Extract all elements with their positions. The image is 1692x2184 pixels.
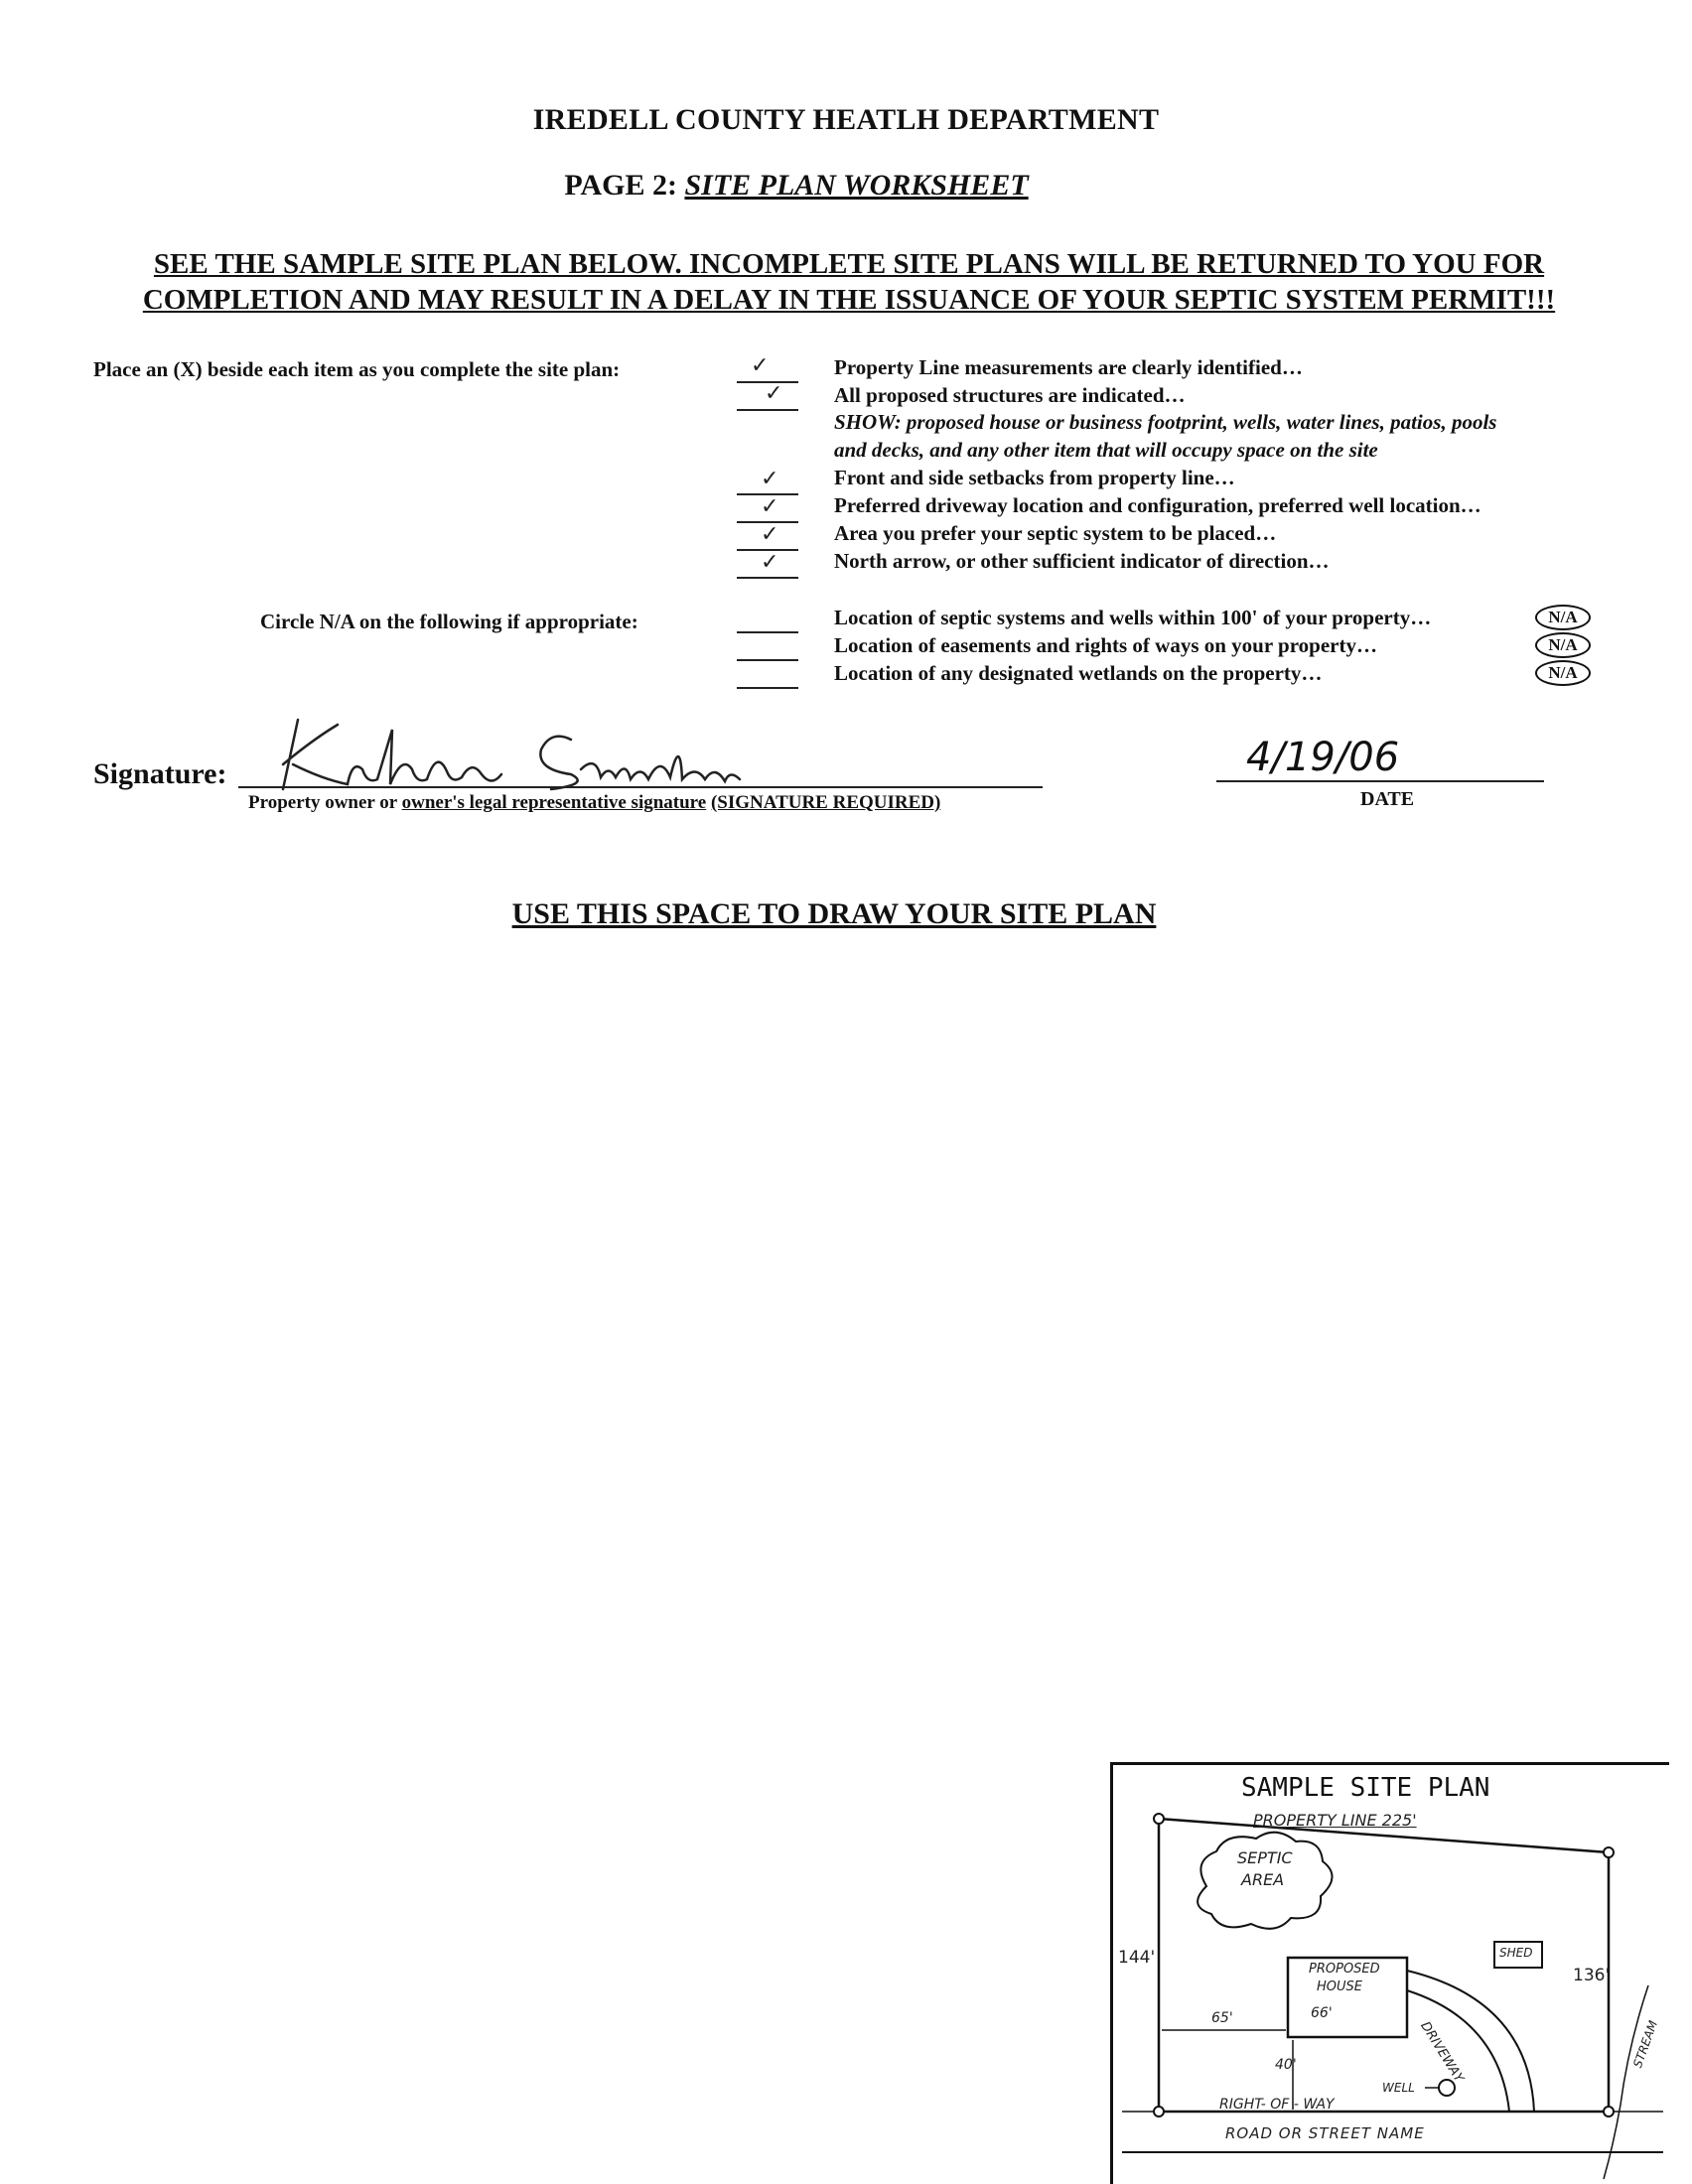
sample-road-label: ROAD OR STREET NAME (1225, 2124, 1425, 2142)
page-label: PAGE 2: (564, 169, 677, 202)
na-item-wetlands: Location of any designated wetlands on the property… (834, 661, 1323, 685)
checklist-item-setbacks: Front and side setbacks from property line… (834, 466, 1235, 489)
signature-caption-representative: owner's legal representative signature (401, 792, 707, 813)
na-item-septic-wells: Location of septic systems and wells within 100' of your property… (834, 606, 1432, 629)
date-line[interactable] (1216, 780, 1544, 782)
check-mark-1: ✓ (751, 353, 770, 378)
sample-stream-label: STREAM (1630, 2018, 1661, 2070)
signature-caption (248, 792, 940, 814)
na-circle-3[interactable]: N/A (1535, 660, 1591, 686)
signature-required-note: (SIGNATURE REQUIRED) (710, 792, 941, 813)
checklist-item-property-line: Property Line measurements are clearly identified… (834, 355, 1303, 379)
check-mark-6: ✓ (761, 550, 779, 575)
sample-top-border (1110, 1762, 1666, 1765)
check-mark-2: ✓ (765, 381, 783, 406)
checklist-item-structures: All proposed structures are indicated… (834, 383, 1186, 407)
sample-house-width: 66' (1311, 2005, 1333, 2021)
check-blank-6[interactable] (737, 577, 798, 579)
warning-line-1: SEE THE SAMPLE SITE PLAN BELOW. INCOMPLETE SITE PLANS WILL BE RETURNED TO YOU FOR (153, 248, 1545, 280)
check-mark-5: ✓ (761, 522, 779, 547)
checklist-show-line-2: and decks, and any other item that will occupy space on the site (834, 438, 1378, 462)
date-label: DATE (1360, 788, 1415, 810)
check-blank-2[interactable] (737, 409, 798, 411)
sample-well-label: WELL (1382, 2081, 1415, 2095)
checklist-instruction: Place an (X) beside each item as you complete the site plan: (93, 357, 621, 381)
na-blank-1[interactable] (737, 631, 798, 633)
page-heading (0, 169, 1593, 203)
sample-front-setback: 40' (1275, 2057, 1297, 2073)
department-title: IREDELL COUNTY HEATLH DEPARTMENT (532, 103, 1160, 136)
signature-label: Signature: (93, 757, 227, 790)
na-circle-1[interactable]: N/A (1535, 605, 1591, 630)
draw-area-title: USE THIS SPACE TO DRAW YOUR SITE PLAN (511, 897, 1157, 930)
check-mark-3: ✓ (761, 467, 779, 491)
check-mark-4: ✓ (761, 494, 779, 519)
sample-shed-label: SHED (1499, 1946, 1533, 1960)
sample-plan-title: SAMPLE SITE PLAN (1241, 1773, 1490, 1803)
sample-house-label-1: PROPOSED (1309, 1962, 1380, 1977)
checklist-item-septic-area: Area you prefer your septic system to be placed… (834, 521, 1277, 545)
sample-septic-label-2: AREA (1241, 1870, 1285, 1889)
warning-line-2: COMPLETION AND MAY RESULT IN A DELAY IN THE ISSUANCE OF YOUR SEPTIC SYSTEM PERMIT!!! (142, 284, 1556, 316)
sample-side-setback: 65' (1211, 2010, 1233, 2026)
page-title: SITE PLAN WORKSHEET (684, 169, 1029, 202)
site-plan-drawing-area[interactable] (79, 953, 1609, 1747)
sample-right-of-way-label: RIGHT- OF - WAY (1219, 2097, 1335, 2113)
date-value: 4/19/06 (1246, 735, 1400, 780)
sample-driveway-label: DRIVEWAY (1417, 2019, 1467, 2086)
sample-right-measure: 136' (1573, 1966, 1611, 1985)
na-item-easements: Location of easements and rights of ways on your property… (834, 633, 1377, 657)
checklist-item-driveway: Preferred driveway location and configuration, preferred well location… (834, 493, 1481, 517)
checklist-item-north-arrow: North arrow, or other sufficient indicator of direction… (834, 549, 1330, 573)
na-instruction: Circle N/A on the following if appropriate: (260, 610, 638, 633)
sample-septic-label-1: SEPTIC (1237, 1848, 1293, 1867)
sample-property-line-label: PROPERTY LINE 225' (1253, 1811, 1417, 1830)
sample-left-measure: 144' (1118, 1948, 1156, 1968)
na-circle-2[interactable]: N/A (1535, 632, 1591, 658)
na-blank-3[interactable] (737, 687, 798, 689)
sample-house-label-2: HOUSE (1317, 1979, 1362, 1994)
signature-caption-prefix: Property owner or (248, 792, 397, 813)
na-blank-2[interactable] (737, 659, 798, 661)
checklist-show-line-1: SHOW: proposed house or business footprint, wells, water lines, patios, pools (834, 410, 1497, 434)
signature-line[interactable] (238, 786, 1043, 788)
